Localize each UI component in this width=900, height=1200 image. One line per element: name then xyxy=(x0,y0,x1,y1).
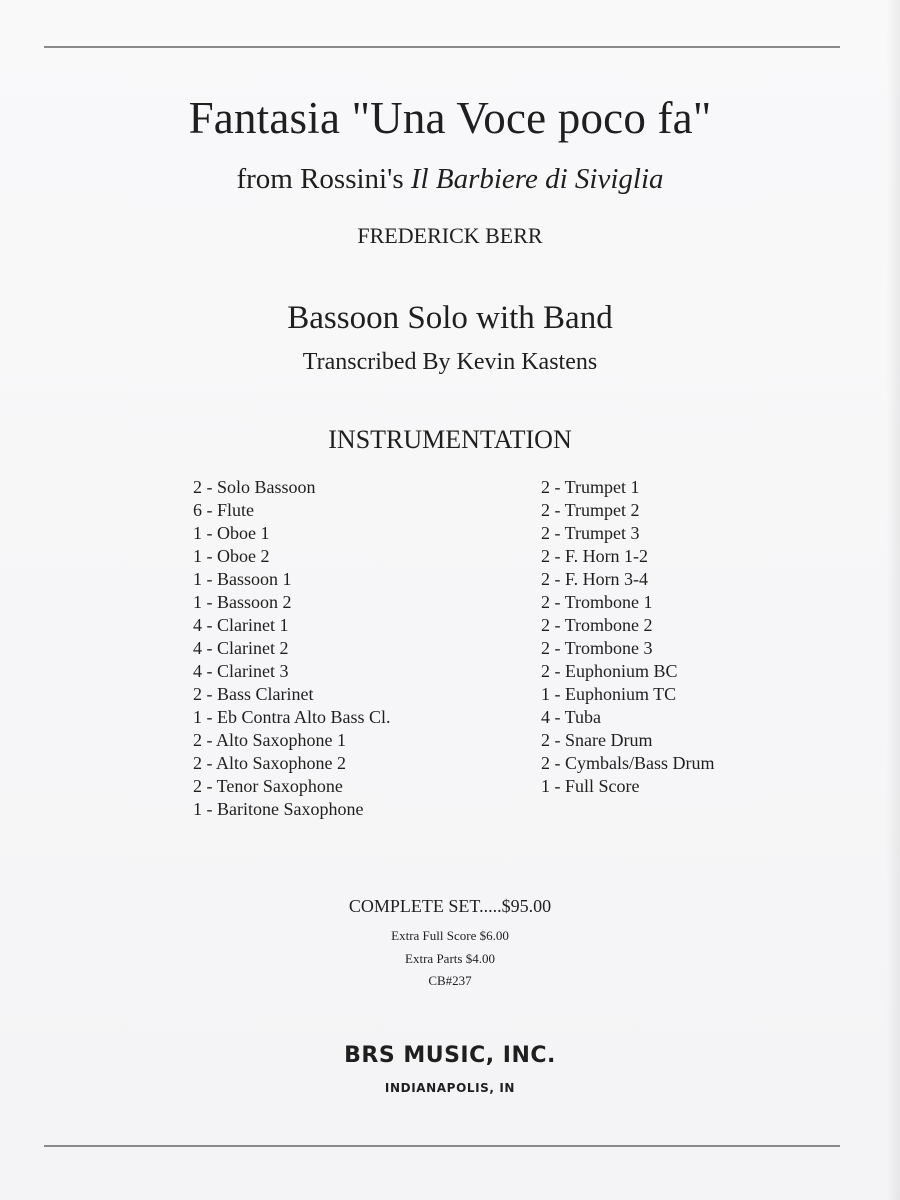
instrument-part-item: 2 - Alto Saxophone 1 xyxy=(193,730,346,750)
publisher-name: BRS MUSIC, INC. xyxy=(344,1043,556,1068)
instrument-part-item: 2 - Solo Bassoon xyxy=(193,477,316,497)
instrumentation-list-right xyxy=(541,476,715,798)
instrument-part-item: 2 - Trumpet 1 xyxy=(541,477,640,497)
subtitle xyxy=(0,163,900,196)
instrument-part-item: 2 - Snare Drum xyxy=(541,730,653,750)
instrument-part-item: 4 - Tuba xyxy=(541,707,602,727)
publisher-city: INDIANAPOLIS, IN xyxy=(384,1081,516,1095)
instrument-part-item: 2 - Bass Clarinet xyxy=(193,684,314,704)
piece-title: Fantasia "Una Voce poco fa" xyxy=(188,93,712,143)
subtitle-prefix: from Rossini's xyxy=(236,163,411,195)
instrument-part-item: 1 - Bassoon 1 xyxy=(193,569,292,589)
instrument-part-item: 2 - Tenor Saxophone xyxy=(193,776,343,796)
instrument-part-item: 2 - Trumpet 2 xyxy=(541,500,640,520)
instrument-part-item: 1 - Oboe 1 xyxy=(193,523,270,543)
instrument-part-item: 2 - Trombone 3 xyxy=(541,638,653,658)
instrument-part-item: 1 - Bassoon 2 xyxy=(193,592,292,612)
instrument-part-item: 1 - Baritone Saxophone xyxy=(193,799,364,819)
extra-parts-price: Extra Parts $4.00 xyxy=(405,951,495,966)
instrument-part-item: 1 - Euphonium TC xyxy=(541,684,677,704)
instrument-part-item: 2 - Cymbals/Bass Drum xyxy=(541,753,715,773)
instrument-part-item: 2 - Alto Saxophone 2 xyxy=(193,753,346,773)
instrument-part-item: 2 - Euphonium BC xyxy=(541,661,678,681)
instrument-part-item: 2 - F. Horn 1-2 xyxy=(541,546,649,566)
instrument-part-item: 1 - Eb Contra Alto Bass Cl. xyxy=(193,707,391,727)
instrument-part-item: 2 - F. Horn 3-4 xyxy=(541,569,649,589)
instrument-part-item: 2 - Trumpet 3 xyxy=(541,523,640,543)
complete-set-price: COMPLETE SET.....$95.00 xyxy=(348,896,552,916)
transcriber: Transcribed By Kevin Kastens xyxy=(302,349,598,375)
instrumentation-heading: INSTRUMENTATION xyxy=(328,425,572,454)
opera-title: Il Barbiere di Siviglia xyxy=(410,163,664,195)
top-rule xyxy=(44,46,840,48)
bottom-rule xyxy=(44,1145,840,1147)
page-edge-shadow xyxy=(886,0,900,1200)
instrument-part-item: 1 - Full Score xyxy=(541,776,640,796)
instrument-part-item: 4 - Clarinet 2 xyxy=(193,638,289,658)
instrument-line: Bassoon Solo with Band xyxy=(287,300,613,336)
instrumentation-list-left xyxy=(193,476,391,821)
instrument-part-item: 6 - Flute xyxy=(193,500,254,520)
instrument-part-item: 2 - Trombone 2 xyxy=(541,615,653,635)
instrument-part-item: 4 - Clarinet 1 xyxy=(193,615,289,635)
instrument-part-item: 2 - Trombone 1 xyxy=(541,592,653,612)
catalog-number: CB#237 xyxy=(428,973,472,988)
extra-full-score-price: Extra Full Score $6.00 xyxy=(391,928,509,943)
instrument-part-item: 1 - Oboe 2 xyxy=(193,546,270,566)
composer: FREDERICK BERR xyxy=(357,223,543,248)
instrument-part-item: 4 - Clarinet 3 xyxy=(193,661,289,681)
